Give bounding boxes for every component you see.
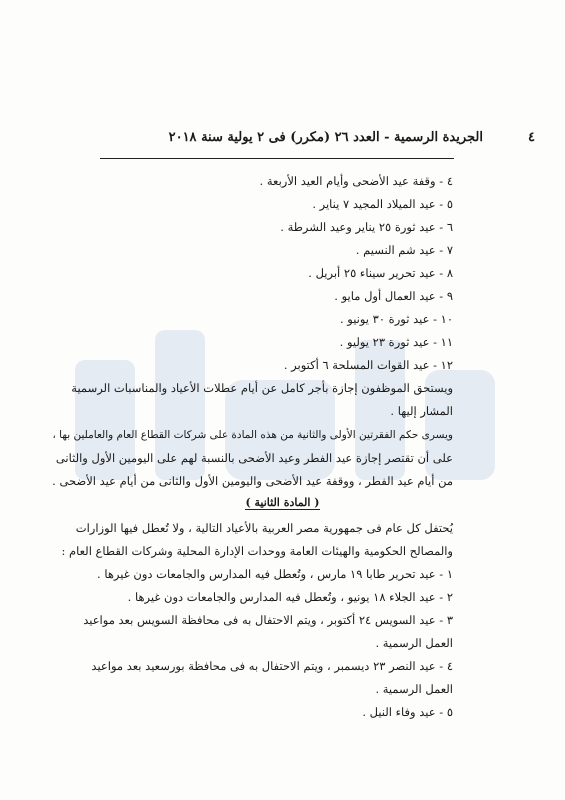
list-item: ١ - عيد تحرير طابا ١٩ مارس ، وتُعطل فيه المدارس والجامعات دون غيرها . xyxy=(97,567,453,581)
list-item: ١٢ - عيد القوات المسلحة ٦ أكتوبر . xyxy=(283,358,453,372)
gazette-title: الجريدة الرسمية - العدد ٢٦ (مكرر) فى ٢ يولية سنة ٢٠١٨ xyxy=(168,130,483,145)
list-item: ٢ - عيد الجلاء ١٨ يونيو ، وتُعطل فيه المدارس والجامعات دون غيرها . xyxy=(127,590,453,604)
list-item: ٣ - عيد السويس ٢٤ أكتوبر ، ويتم الاحتفال به فى محافظة السويس بعد مواعيد xyxy=(83,613,453,627)
list-item: ٤ - وقفة عيد الأضحى وأيام العيد الأربعة . xyxy=(259,174,453,188)
paragraph-line: ويسرى حكم الفقرتين الأولى والثانية من هذه المادة على شركات القطاع العام والعاملين بها ، xyxy=(52,429,453,441)
article-heading: ( المادة الثانية ) xyxy=(245,496,320,509)
paragraph-line: والمصالح الحكومية والهيئات العامة ووحدات الإدارة المحلية وشركات القطاع العام : xyxy=(61,544,453,558)
list-item: ٥ - عيد وفاء النيل . xyxy=(362,705,453,719)
list-item: ٦ - عيد ثورة ٢٥ يناير وعيد الشرطة . xyxy=(280,220,453,234)
paragraph-line: ويستحق الموظفون إجازة بأجر كامل عن أيام عطلات الأعياد والمناسبات الرسمية xyxy=(71,381,453,395)
list-item: ٧ - عيد شم النسيم . xyxy=(355,243,453,257)
list-item: ٥ - عيد الميلاد المجيد ٧ يناير . xyxy=(312,197,453,211)
header-divider xyxy=(100,158,454,159)
paragraph-line: المشار إليها . xyxy=(390,404,453,418)
list-item-continuation: العمل الرسمية . xyxy=(375,682,453,696)
list-item: ١١ - عيد ثورة ٢٣ يوليو . xyxy=(339,335,453,349)
watermark-logo xyxy=(52,300,515,500)
paragraph-line: على أن تقتصر إجازة عيد الفطر وعيد الأضحى بالنسبة لهم على اليومين الأول والثانى xyxy=(55,451,453,465)
list-item: ٤ - عيد النصر ٢٣ ديسمبر ، ويتم الاحتفال به فى محافظة بورسعيد بعد مواعيد xyxy=(91,659,453,673)
page-number: ٤ xyxy=(528,130,535,145)
list-item: ٨ - عيد تحرير سيناء ٢٥ أبريل . xyxy=(308,266,453,280)
list-item: ١٠ - عيد ثورة ٣٠ يونيو . xyxy=(339,312,453,326)
list-item: ٩ - عيد العمال أول مايو . xyxy=(334,289,453,303)
paragraph-line: من أيام عيد الفطر ، ووقفة عيد الأضحى واليومين الأول والثانى من أيام عيد الأضحى . xyxy=(52,474,453,488)
page-header xyxy=(60,130,535,152)
paragraph-line: يُحتفل كل عام فى جمهورية مصر العربية بالأعياد التالية ، ولا تُعطل فيها الوزارات xyxy=(75,521,453,535)
list-item-continuation: العمل الرسمية . xyxy=(375,636,453,650)
